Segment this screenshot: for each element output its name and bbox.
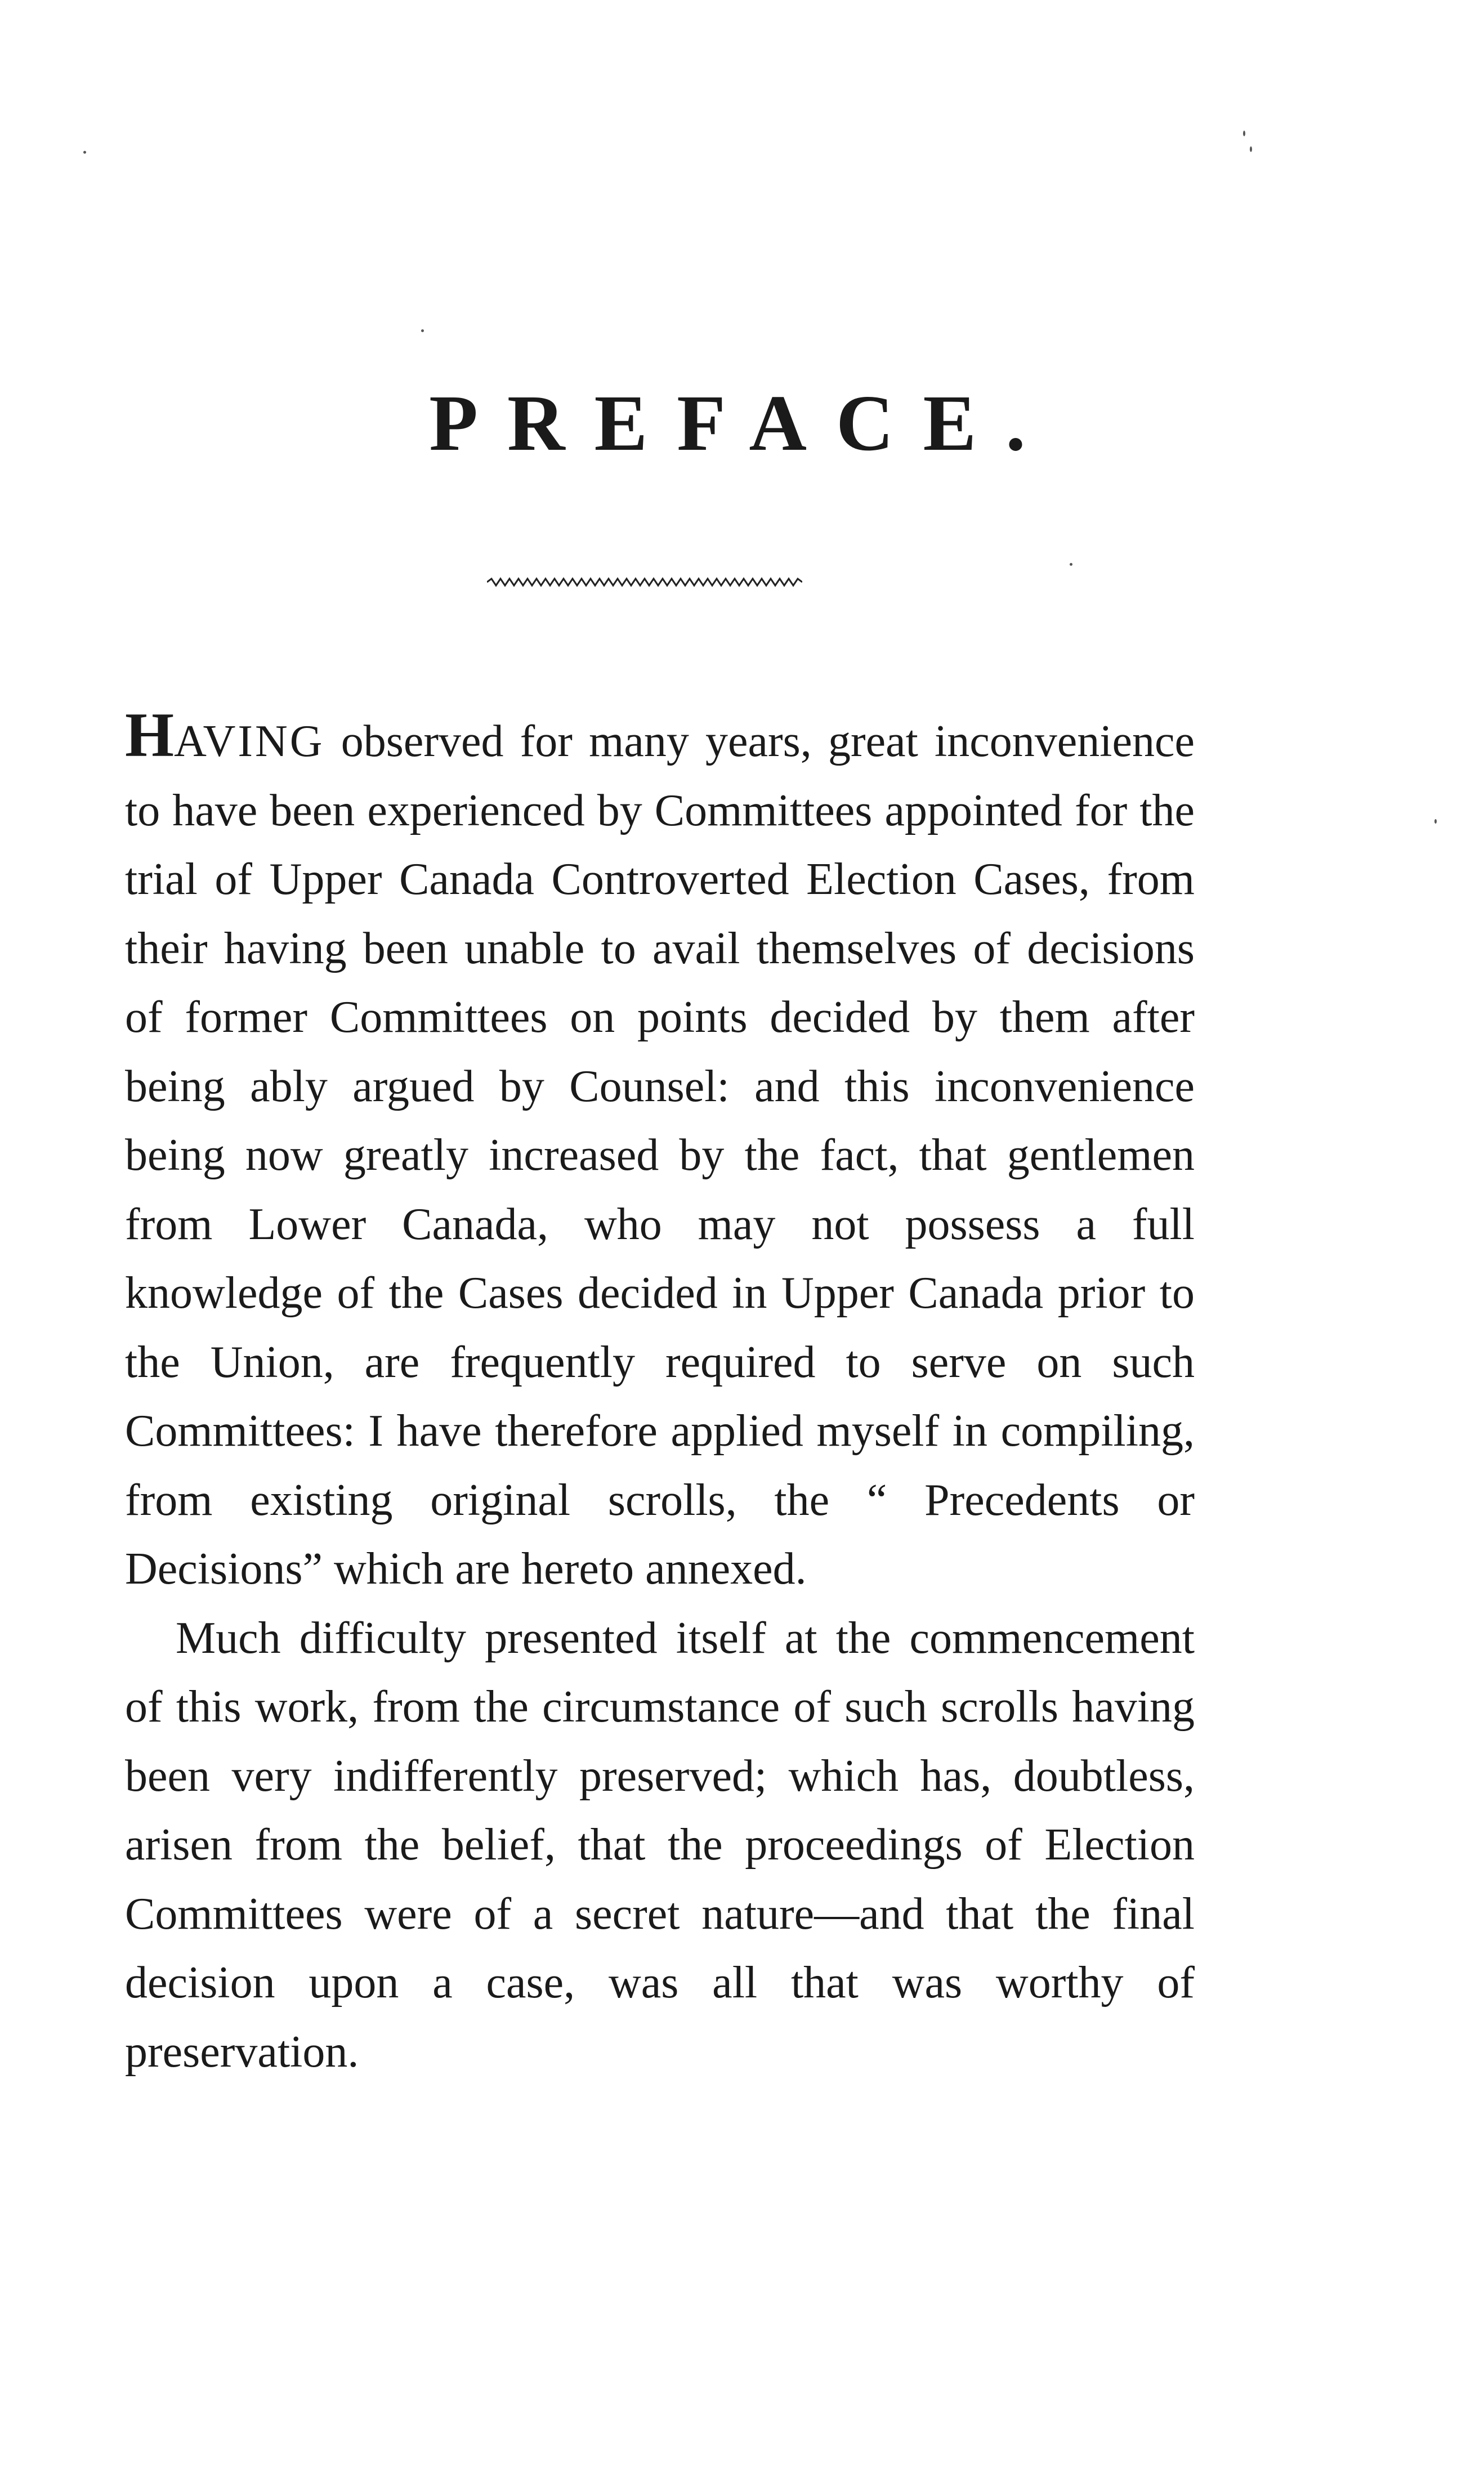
ornamental-rule <box>487 574 802 590</box>
print-speck <box>1434 819 1437 824</box>
print-speck <box>1070 563 1072 566</box>
print-speck <box>1243 131 1245 136</box>
paragraph-text: observed for many years, great inconvenience to have been experienced by Committees appointed for the trial of Upper Canada Controverted Election Cases, from their having been unable to avail themselves of decisions of former Committees on points decided by them after being ably argued by Counsel: and this inconvenience being now greatly increased by the fact, that gentlemen from Lower Canada, who may not possess a full knowledge of the Cases decided in Upper Canada prior to the Union, are frequently required to serve on such Committees: I have therefore applied myself in compiling, from existing original scrolls, the “ Precedents or Decisions” which are hereto annexed. <box>125 717 1195 1594</box>
print-speck <box>1250 146 1252 152</box>
lead-in-word: AVING <box>174 717 325 766</box>
paragraph <box>125 700 1195 1604</box>
page-title: PREFACE. <box>429 378 1055 467</box>
print-speck <box>83 151 86 154</box>
preface-body <box>125 700 1195 2086</box>
print-speck <box>421 329 424 332</box>
paragraph <box>125 1604 1195 2087</box>
drop-cap: H <box>125 700 175 770</box>
paragraph-text: Much difficulty presented itself at the commencement of this work, from the circumstance of such scrolls having been very indifferently preserved; which has, doubtless, arisen from the belief, that the proceedings of Election Committees were of a secret nature—and that the final decision upon a case, was all that was worthy of preservation. <box>125 1613 1195 2077</box>
